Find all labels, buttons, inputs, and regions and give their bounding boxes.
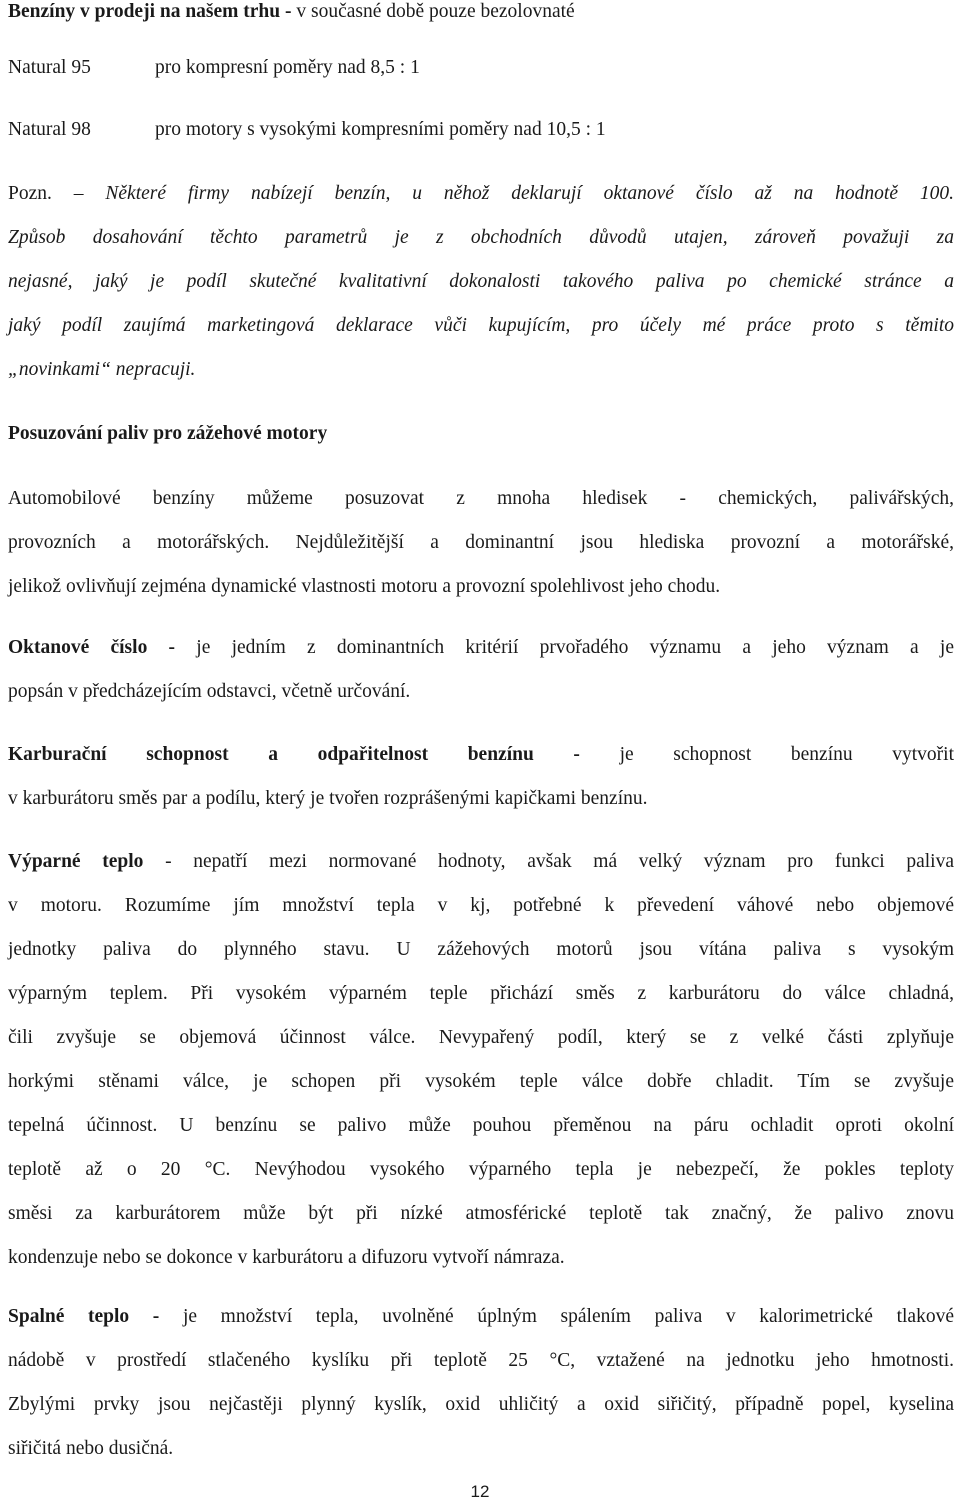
page-number: 12: [470, 1482, 490, 1501]
paragraph-line: jelikož ovlivňují zejména dynamické vlastnosti motoru a provozní spolehlivost jeho chodu.: [8, 576, 721, 597]
paragraph-line: kondenzuje nebo se dokonce v karburátoru a difuzoru vytvoří námraza.: [8, 1247, 565, 1268]
paragraph-line: je jedním z dominantních kritérií prvořadého významu a jeho význam a je: [175, 637, 954, 658]
paragraph-line: horkými stěnami válce, je schopen při vysokém teple válce dobře chladit. Tím se zvyšuje: [8, 1071, 954, 1092]
fuel-desc: pro kompresní poměry nad 8,5 : 1: [155, 57, 420, 78]
paragraph-line: čili zvyšuje se objemová účinnost válce. Nevypařený podíl, který se z velké části zplyňuje: [8, 1027, 954, 1048]
paragraph-line: směsi za karburátorem může být při nízké atmosférické teplotě tak značný, že palivo znovu: [8, 1203, 954, 1224]
note-label: Pozn.: [8, 183, 52, 204]
note-paragraph: [8, 172, 954, 392]
paragraph-line: nádobě v prostředí stlačeného kyslíku při teplotě 25 °C, vztažené na jednotku jeho hmotnosti.: [8, 1350, 954, 1371]
paragraph-line: v motoru. Rozumíme jím množství tepla v kj, potřebné k převedení váhové nebo objemové: [8, 895, 954, 916]
paragraph-spalne: [8, 1295, 954, 1471]
paragraph-line: Zbylými prvky jsou nejčastěji plynný kyslík, oxid uhličitý a oxid siřičitý, případně popel, kyselina: [8, 1394, 954, 1415]
paragraph-vyparne: [8, 840, 954, 1280]
paragraph-line: je schopnost benzínu vytvořit: [579, 744, 954, 765]
term-vyparne: Výparné teplo: [8, 851, 144, 872]
note-line: Způsob dosahování těchto parametrů je z obchodních důvodů utajen, zároveň považuji za: [8, 227, 954, 248]
fuel-desc: pro motory s vysokými kompresními poměry nad 10,5 : 1: [155, 119, 606, 140]
term-oktanove: Oktanové číslo -: [8, 637, 176, 658]
paragraph-line: Automobilové benzíny můžeme posuzovat z mnoha hledisek - chemických, palivářských,: [8, 488, 954, 509]
benziny-title-bold: Benzíny v prodeji na našem trhu -: [8, 1, 292, 22]
benziny-title: [8, 0, 575, 34]
paragraph-line: popsán v předcházejícím odstavci, včetně určování.: [8, 681, 411, 702]
paragraph-line: - nepatří mezi normované hodnoty, avšak má velký význam pro funkci paliva: [143, 851, 954, 872]
fuel-row: [8, 46, 420, 90]
note-line: „novinkami“ nepracuji.: [8, 359, 196, 380]
note-line: nejasné, jaký je podíl skutečné kvalitativní dokonalosti takového paliva po chemické stránce a: [8, 271, 954, 292]
paragraph-oktanove: [8, 626, 954, 714]
paragraph-line: v karburátoru směs par a podílu, který je tvořen rozprášenými kapičkami benzínu.: [8, 788, 648, 809]
section-heading: [8, 412, 327, 456]
fuel-row: [8, 108, 606, 152]
paragraph-line: provozních a motorářských. Nejdůležitější a dominantní jsou hlediska provozní a motorářské,: [8, 532, 954, 553]
paragraph-line: teplotě až o 20 °C. Nevýhodou vysokého výparného tepla je nebezpečí, že pokles teploty: [8, 1159, 954, 1180]
note-line: jaký podíl zaujímá marketingová deklarace vůči kupujícím, pro účely mé práce proto s těmito: [8, 315, 954, 336]
section-heading-text: Posuzování paliv pro zážehové motory: [8, 423, 328, 444]
paragraph-line: je množství tepla, uvolněné úplným spálením paliva v kalorimetrické tlakové: [159, 1306, 954, 1327]
term-spalne: Spalné teplo -: [8, 1306, 160, 1327]
paragraph-line: výparným teplem. Při vysokém výparném teple přichází směs z karburátoru do válce chladná,: [8, 983, 954, 1004]
fuel-name: Natural 95: [8, 57, 91, 78]
paragraph-automobilove: [8, 477, 954, 609]
paragraph-karburacni: [8, 733, 954, 821]
benziny-title-rest: v současné době pouze bezolovnaté: [291, 1, 575, 22]
paragraph-line: siřičitá nebo dusičná.: [8, 1438, 174, 1459]
note-line: – Některé firmy nabízejí benzín, u něhož deklarují oktanové číslo až na hodnotě 100.: [51, 183, 954, 204]
paragraph-line: tepelná účinnost. U benzínu se palivo může pouhou přeměnou na páru ochladit oproti okolní: [8, 1115, 954, 1136]
fuel-name: Natural 98: [8, 119, 91, 140]
term-karburacni: Karburační schopnost a odpařitelnost benzínu -: [8, 744, 580, 765]
paragraph-line: jednotky paliva do plynného stavu. U zážehových motorů jsou vítána paliva s vysokým: [8, 939, 954, 960]
